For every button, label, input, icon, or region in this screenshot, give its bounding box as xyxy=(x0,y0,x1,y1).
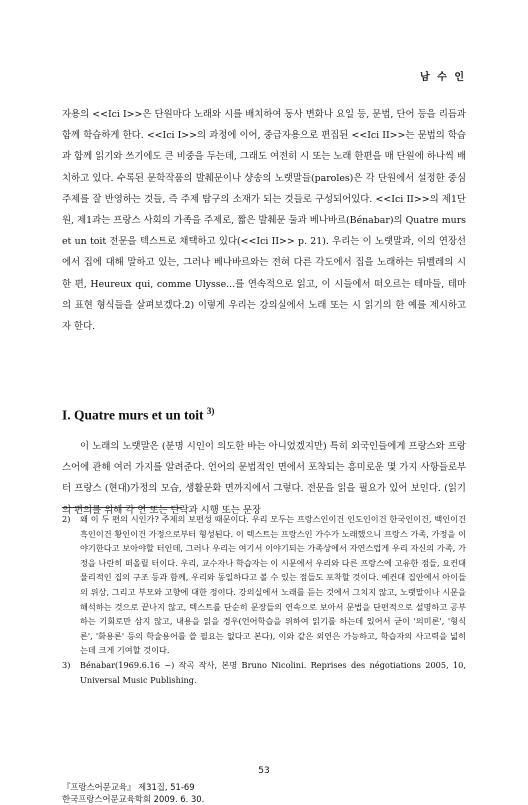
running-header-author: 남 수 인 xyxy=(420,72,466,83)
section-paragraph: 이 노래의 노랫말은 (분명 시인이 의도한 바는 아니었겠지만) 특히 외국인들에게 프랑스와 프랑스어에 관해 여러 가지를 알려준다. 언어의 문법적인 면에서 포착되는 흥미로운 몇 가지 사항들로부터 프랑스 (현대)가정의 모습, 생활문화 면까지에서 그렇다. 전문을 읽을 필요가 있어 보인다. (읽기의 편의를 위해 각 연 또는 단락과 시행 또는 문장 xyxy=(62,441,466,516)
section-heading xyxy=(62,406,466,424)
footnote-3 xyxy=(62,658,466,687)
footnote-divider xyxy=(62,507,182,508)
intro-paragraph xyxy=(62,104,466,337)
footnote-number: 3) xyxy=(62,659,71,670)
footnote-text: Bénabar(1969.6.16 ~) 작곡 작사, 본명 Bruno Nicolini. Reprises des négotiations 2005, 10, Universal Music Publishing. xyxy=(80,659,466,685)
footnote-text: 왜 이 두 편의 시인가? 주제의 보편성 때문이다. 우리 모두는 프랑스인이건 인도인이건 한국인이건, 백인이건 흑인이건 황인이건 가정으로부터 형성된다. 이 텍스트는 프랑스인 가수가 노래했으니 프랑스 가족, 가정을 이야기한다고 보아야할 터인데, 그러나 우리는 여기서 이야기되는 가족상에서 자연스럽게 우리 자신의 가족, 가정을 나란히 떠올릴 터이다. 우리, 교수자나 학습자는 이 시문에서 우리와 다른 프랑스에 고유한 점들, 요컨대 물리적인 집의 구조 등과 함께, 우리와 동일하다고 볼 수 있는 점들도 포착할 것이다. 예컨대 집안에서 아이들의 위상, 그리고 부모와 고향에 대한 정이다. 강의실에서 노래를 듣는 것에서 그치지 않고, 노랫말이나 시문을 해석하는 것으로 끝나지 않고, 텍스트를 단순히 문장들의 연속으로 보아서 문법을 단편적으로 설명하고 공부하는 기회로만 삼지 않고, 내용을 읽을 경우(언어학습을 위하여 읽기를 하는데 있어서 굳이 '의미론', '형식론', '화용론' 등의 학술용어를 쓸 필요는 없다고 본다), 이와 같은 외연은 가능하고, 학습자의 사고력을 넓히는데 크게 기여할 것이다. xyxy=(80,514,466,656)
journal-citation xyxy=(62,781,204,805)
footnote-number: 2) xyxy=(62,514,71,524)
journal-line-2: 한국프랑스어문교육학회 2009. 6. 30. xyxy=(62,794,205,804)
journal-line-1: 『프랑스어문교육』 제31집, 51-69 xyxy=(62,782,195,792)
intro-text: 자용의 <<Ici I>>은 단원마다 노래와 시를 배치하여 동사 변화나 요일 등, 문법, 단어 등을 리듬과 함께 학습하게 한다. <<Ici I>>의 과정에 이어, 중급자용으로 편집된 <<Ici II>>는 문법의 학습과 함께 읽기와 쓰기에도 큰 비중을 두는데, 그래도 여전히 시 또는 노래 한편을 매 단원에 하나씩 배치하고 있다. 수록된 문학작품의 발췌문이나 샹송의 노랫말들(paroles)은 각 단원에서 설정한 중심 주제를 잘 반영하는 것들, 즉 주제 탐구의 소재가 되는 것들로 구성되어있다. <<Ici II>>의 제1단원, 제1과는 프랑스 사회의 가족을 주제로, 짧은 발췌문 둘과 베나바르(Bénabar)의 Quatre murs et un toit 전문을 텍스트로 채택하고 있다(<<Ici II>> p. 21). 우리는 이 노랫말과, 이의 연장선에서 집에 대해 말하고 있는, 그러나 베나바르와는 전혀 다른 각도에서 집을 노래하는 뒤벨레의 시 한 편, Heureux qui, comme Ulysse...를 연속적으로 읽고, 이 시들에서 떠오르는 테마들, 테마의 표현 형식들을 살펴보겠다.2) 이렇게 우리는 강의실에서 노래 또는 시 읽기의 한 예를 제시하고자 한다. xyxy=(62,109,466,333)
footnote-2 xyxy=(62,512,466,658)
section-note-ref: 3) xyxy=(206,406,215,416)
footnotes xyxy=(62,512,466,687)
page-number: 53 xyxy=(258,766,270,776)
section-title-text: I. Quatre murs et un toit xyxy=(62,407,204,423)
